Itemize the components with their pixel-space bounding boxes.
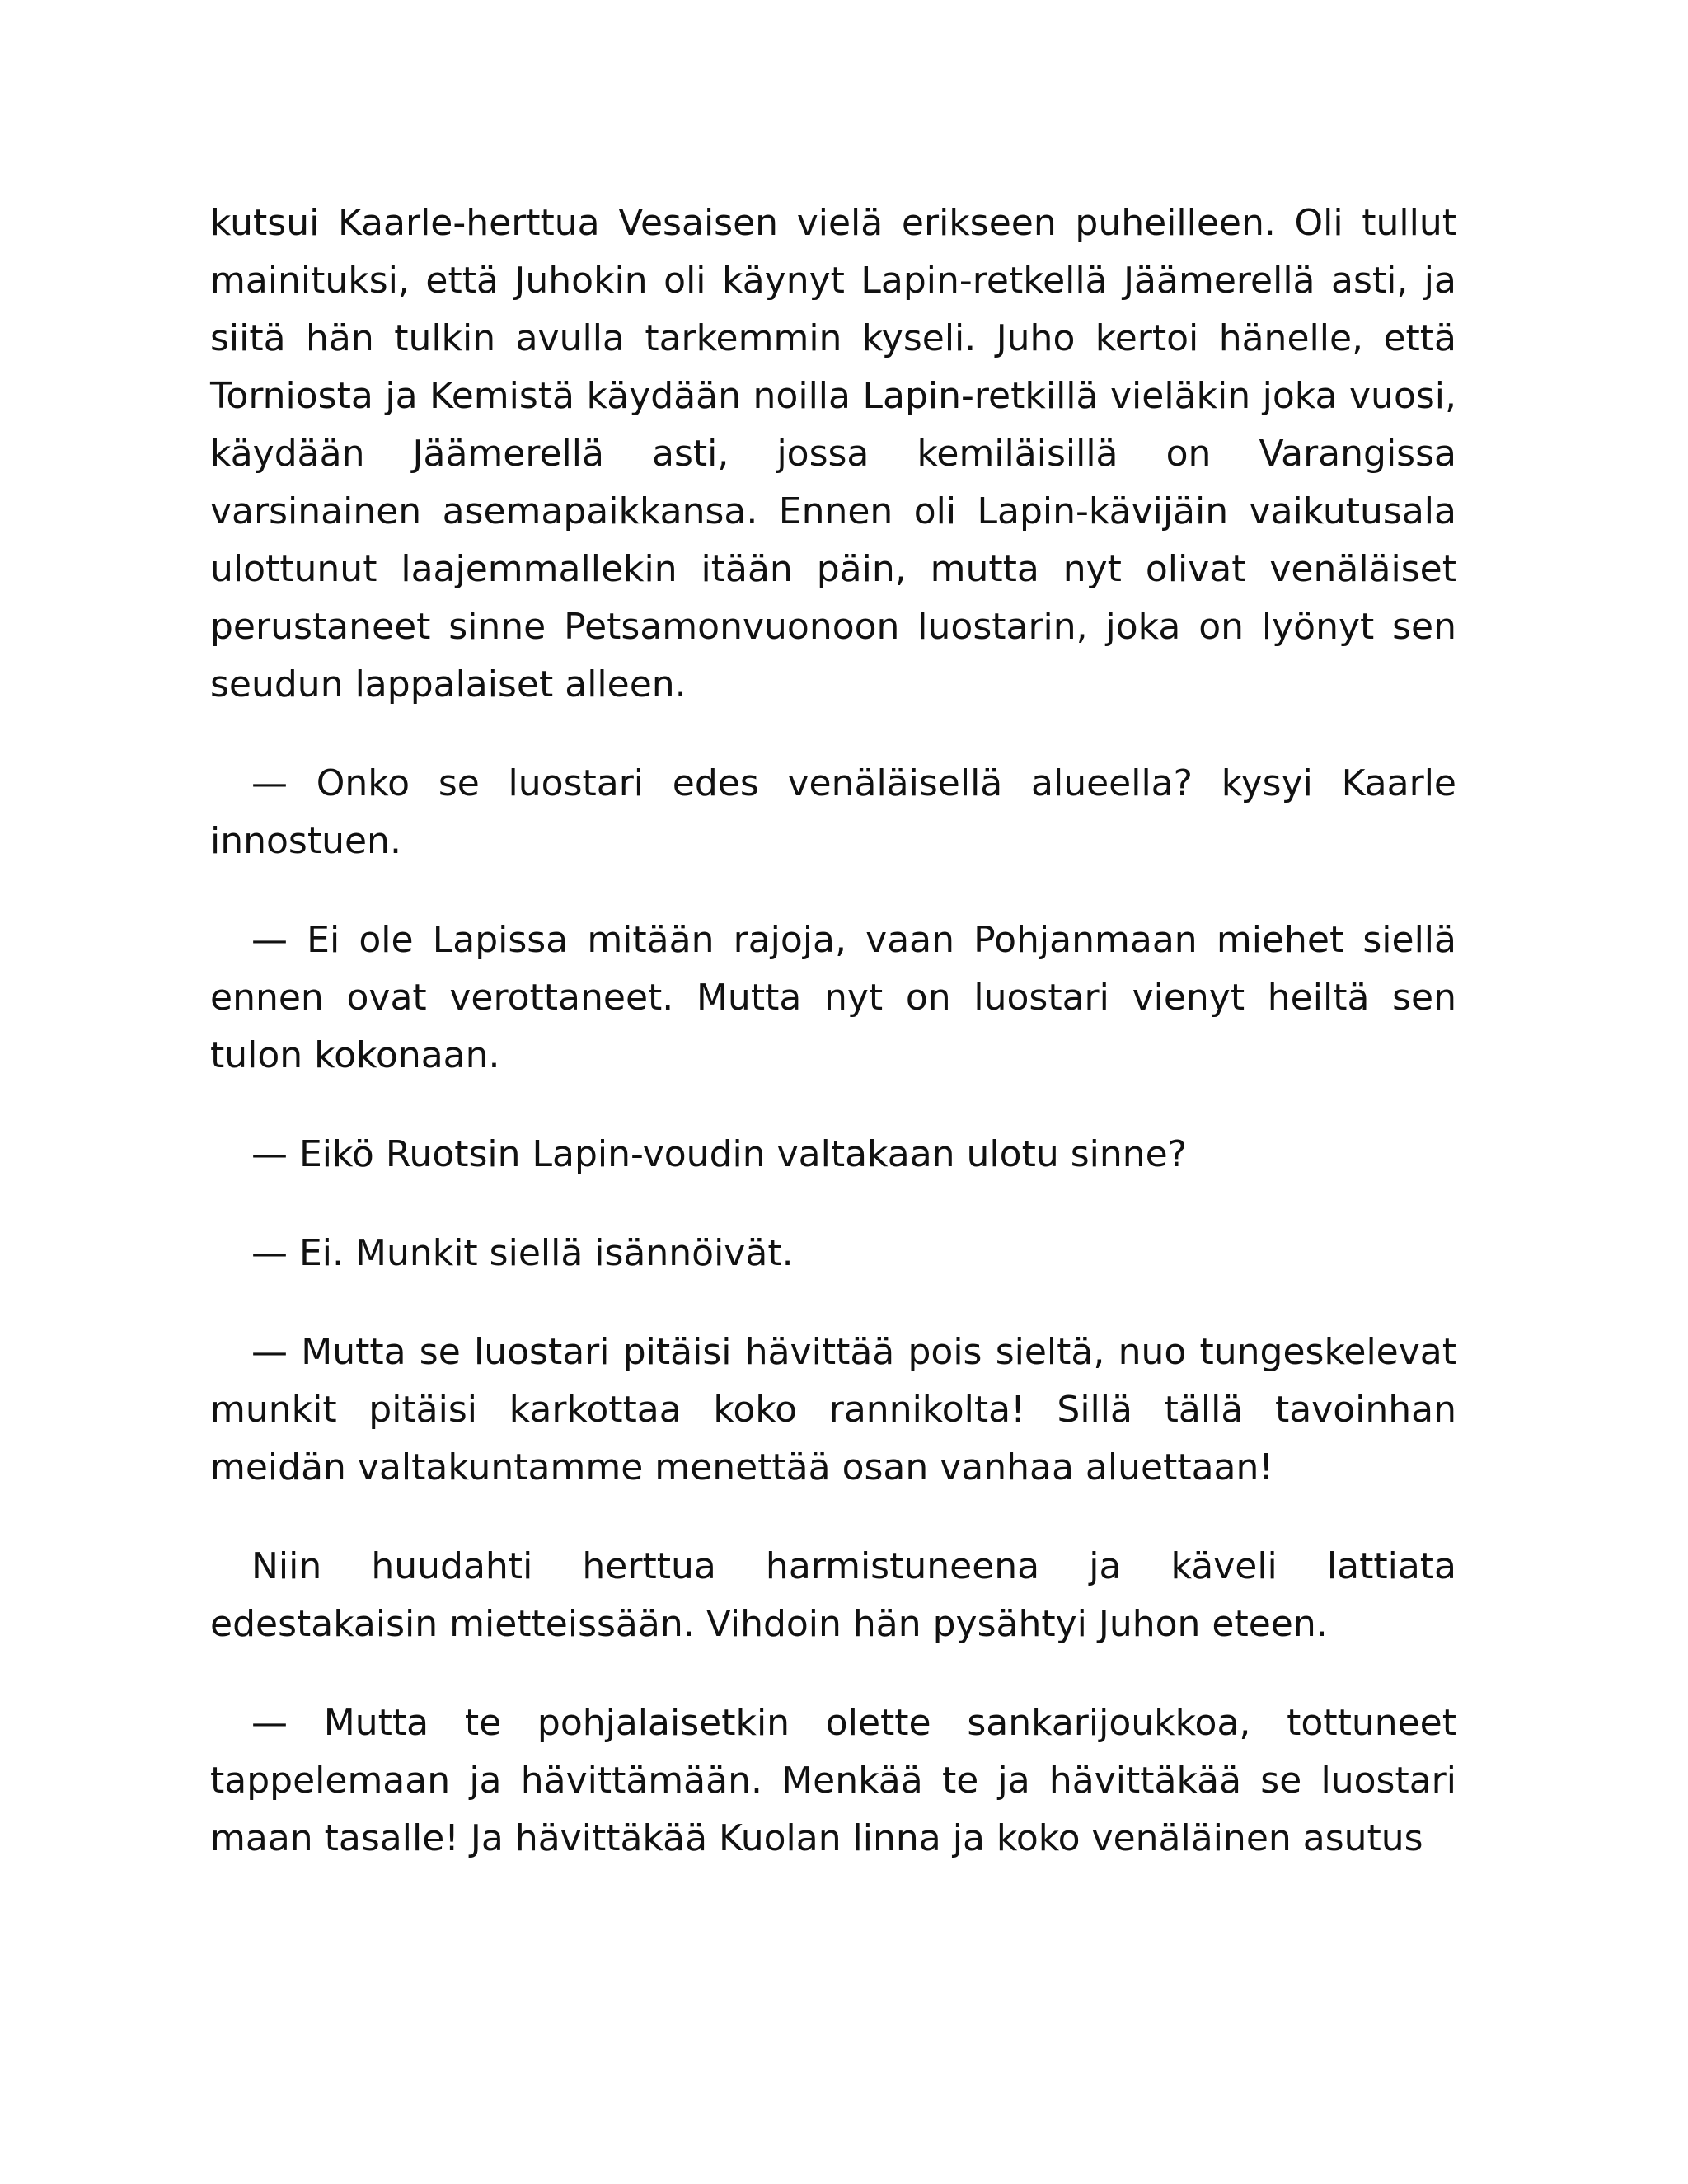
paragraph-narration: Niin huudahti herttua harmistuneena ja käveli lattiata edestakaisin mietteissään. Vihdoin hän pysähtyi Juhon eteen. (210, 1545, 1456, 1645)
paragraph-dialogue-1: — Onko se luostari edes venäläisellä alueella? kysyi Kaarle innostuen. (210, 762, 1456, 862)
paragraph-dialogue-5: — Mutta se luostari pitäisi hävittää pois sieltä, nuo tungeskelevat munkit pitäisi karkottaa koko rannikolta! Sillä tällä tavoinhan meidän valtakuntamme menettää osan vanhaa aluettaan! (210, 1331, 1456, 1488)
paragraph-dialogue-3: — Eikö Ruotsin Lapin-voudin valtakaan ulotu sinne? (251, 1133, 1188, 1175)
paragraph-dialogue-2: — Ei ole Lapissa mitään rajoja, vaan Pohjanmaan miehet siellä ennen ovat verottaneet. Mutta nyt on luostari vienyt heiltä sen tulon kokonaan. (210, 919, 1456, 1076)
paragraph-dialogue-4: — Ei. Munkit siellä isännöivät. (251, 1232, 794, 1274)
paragraph-dialogue-6: — Mutta te pohjalaisetkin olette sankarijoukkoa, tottuneet tappelemaan ja hävittämään. Menkää te ja hävittäkää se luostari maan tasalle! Ja hävittäkää Kuolan linna ja koko venäläinen asutus (210, 1702, 1456, 1859)
body-text (210, 194, 1456, 1909)
paragraph-continuation: kutsui Kaarle-herttua Vesaisen vielä erikseen puheilleen. Oli tullut mainituksi, että Juhokin oli käynyt Lapin-retkellä Jäämerellä asti, ja siitä hän tulkin avulla tarkemmin kyseli. Juho kertoi hänelle, että Torniosta ja Kemistä käydään noilla Lapin-retkillä vieläkin joka vuosi, käydään Jäämerellä asti, jossa kemiläisillä on Varangissa varsinainen asemapaikkansa. Ennen oli Lapin-kävijäin vaikutusala ulottunut laajemmallekin itään päin, mutta nyt olivat venäläiset perustaneet sinne Petsamonvuonoon luostarin, joka on lyönyt sen seudun lappalaiset alleen. (210, 202, 1456, 705)
